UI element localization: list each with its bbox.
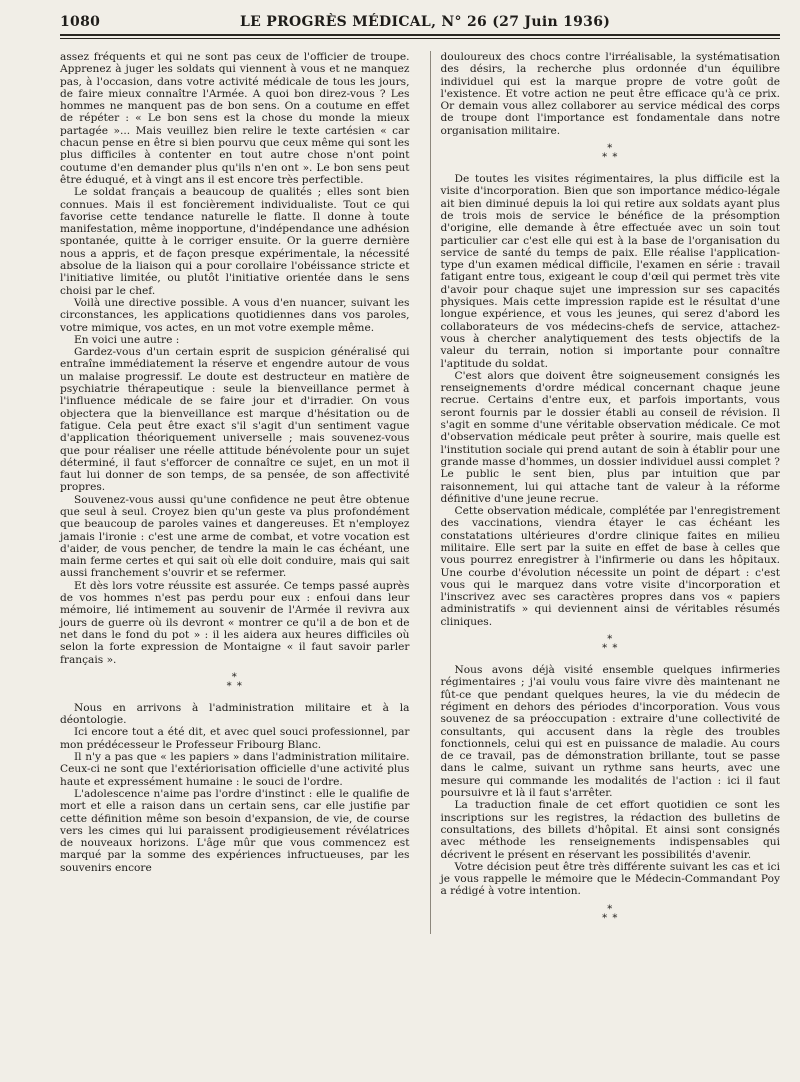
running-header xyxy=(60,14,780,30)
section-separator xyxy=(60,671,410,693)
paragraph: En voici une autre : xyxy=(74,333,180,346)
paragraph: De toutes les visites régimentaires, la plus difficile est la visite d'incorporation. Bien que son importance médico-légale ait bien diminué depuis la loi qui retire aux soldats ayant plus de trois mois de service le bénéfice de la présomption d'origine, elle demande à être effectuée avec un soin tout particulier car c'est elle qui est à la base de l'organisation du service de santé du temps de paix. Elle réalise l'application-type d'un examen médical difficile, l'examen en série : travail fatigant entre tous, exigeant le coup d'œil qui permet très vite d'avoir pour chaque sujet une impression sur ses capacités physiques. Mais cette impression rapide est le résultat d'une longue expérience, et vous les jeunes, qui serez d'abord les collaborateurs de vos médecins-chefs de service, attachez-vous à chercher analytiquement des tests objectifs de la valeur du terrain, notion si importante pour connaître l'aptitude du soldat. xyxy=(440,173,780,370)
left-column xyxy=(60,51,410,934)
section-separator xyxy=(441,634,781,655)
paragraph: Nous en arrivons à l'administration militaire et à la déontologie. xyxy=(60,701,410,727)
paragraph: C'est alors que doivent être soigneusement consignés les renseignements d'ordre médical concernant chaque jeune recrue. Certains d'entre eux, et parfois importants, vous seront fournis par le dossier établi au conseil de révision. Il s'agit en somme d'une véritable observation médicale. Ce mot d'observation médicale peut prêter à sourire, mais quelle est l'institution sociale qui prend autant de soin à établir pour une grande masse d'hommes, un dossier individuel aussi complet ? Le public le sent bien, plus par intuition que par raisonnement, lui qui attache tant de valeur à la réforme définitive d'une jeune recrue. xyxy=(440,369,780,505)
right-column xyxy=(430,51,781,934)
paragraph: Cette observation médicale, complétée par l'enregistrement des vaccinations, viendra étayer le cas échéant les constatations ultérieures d'ordre clinique faites en milieu militaire. Elle sert par la suite en effet de base à celles que vous pourrez enregistrer à l'infirmerie ou dans les hôpitaux. Une courbe d'évolution nécessite un point de départ : c'est vous qui le marquez dans votre visite d'incorporation et l'inscrivez avec ses caractères propres dans vos « papiers administratifs » qui deviennent ainsi de véritables résumés cliniques. xyxy=(440,505,780,628)
separator-top-star: * xyxy=(607,634,614,646)
paragraph: Votre décision peut être très différente suivant les cas et ici je vous rappelle le mémoire que le Médecin-Commandant Poy a rédigé à votre intention. xyxy=(440,860,780,898)
paragraph: Il n'y a pas que « les papiers » dans l'administration militaire. Ceux-ci ne sont que l'extériorisation officielle d'une activité plus haute et expressément humaine : le souci de l'ordre. xyxy=(60,751,410,788)
section-separator xyxy=(441,903,781,925)
header-rule-thin xyxy=(60,38,780,39)
separator-bottom-stars: * * xyxy=(602,912,619,924)
separator-bottom-stars: * * xyxy=(602,152,619,164)
paragraph: Gardez-vous d'un certain esprit de suspicion généralisé qui entraîne immédiatement la réserve et engendre autour de vous un malaise progressif. Le doute est destructeur en matière de psychiatrie thérapeutique : seule la bienveillance permet à l'influence médicale de se faire jour et d'irradier. On vous objectera que la bienveillance est marque d'hésitation ou de fatigue. Cela peut être exact s'il s'agit d'un sentiment vague d'application théoriquement universelle ; mais souvenez-vous que pour réaliser une réelle attitude bénévolente pour un sujet déterminé, il faut s'efforcer de connaître ce sujet, en un mot il faut lui donner de son temps, de sa pensée, de son affectivité propres. xyxy=(60,346,410,494)
paragraph: Souvenez-vous aussi qu'une confidence ne peut être obtenue que seul à seul. Croyez bien qu'un geste va plus profondément que beaucoup de paroles vaines et dangereuses. Et n'employez jamais l'ironie : c'est une arme de combat, et votre vocation est d'aider, de vous pencher, de tendre la main le cas échéant, une main ferme certes et qui sait où elle doit conduire, mais qui sait aussi franchement s'ouvrir et se refermer. xyxy=(60,493,410,580)
separator-top-star: * xyxy=(231,671,238,683)
header-rule xyxy=(60,34,780,36)
paragraph: Ici encore tout a été dit, et avec quel souci professionnel, par mon prédécesseur le Professeur Fribourg Blanc. xyxy=(60,726,410,751)
separator-top-star: * xyxy=(607,143,614,155)
separator-bottom-stars: * * xyxy=(226,680,243,692)
article-body xyxy=(60,51,780,934)
paragraph: La traduction finale de cet effort quotidien ce sont les inscriptions sur les registres, la rédaction des bulletins de consultations, des billets d'hôpital. Et ainsi sont consignés avec méthode les renseignements indispensables qui décrivent le présent en réservant les possibilités d'avenir. xyxy=(440,799,780,861)
paragraph: L'adolescence n'aime pas l'ordre d'instinct : elle le qualifie de mort et elle a raison dans un certain sens, car elle justifie par cette définition même son besoin d'expansion, de vie, de course vers les cimes qui lui paraissent prodigieusement révélatrices de nouveaux horizons. L'âge mûr que vous commencez est marqué par la somme des expériences infructueuses, par les souvenirs encore xyxy=(60,787,410,874)
separator-top-star: * xyxy=(607,903,614,915)
paragraph: douloureux des chocs contre l'irréalisable, la systématisation des désirs, la recherche plus ordonnée d'un équilibre individuel qui est la marque propre de votre goût de l'existence. Et votre action ne peut être efficace qu'à ce prix. Or demain vous allez collaborer au service médical des corps de troupe dont l'importance est fondamentale dans notre organisation militaire. xyxy=(440,51,780,137)
page-number: 1080 xyxy=(60,14,101,30)
section-separator xyxy=(441,143,781,164)
paragraph: assez fréquents et qui ne sont pas ceux de l'officier de troupe. Apprenez à juger les soldats qui viennent à vous et ne manquez pas, à l'occasion, dans votre activité médicale de tous les jours, de faire mieux connaître l'Armée. A quoi bon direz-vous ? Les hommes ne manquent pas de bon sens. On a coutume en effet de répéter : « Le bon sens est la chose du monde la mieux partagée »... Mais veuillez bien relire le texte cartésien « car chacun pense en être si bien pourvu que ceux même qui sont les plus difficiles à contenter en tout autre chose n'ont point coutume d'en demander plus qu'ils n'en ont ». Le bon sens peut être éduqué, et à vingt ans il est encore très perfectible. xyxy=(60,51,410,186)
journal-title: LE PROGRÈS MÉDICAL, N° 26 (27 Juin 1936) xyxy=(239,14,611,30)
paragraph: Nous avons déjà visité ensemble quelques infirmeries régimentaires ; j'ai voulu vous faire vivre dès maintenant ne fût-ce que pendant quelques heures, la vie du médecin de régiment en dehors des périodes d'incorporation. Vous vous souvenez de sa préoccupation : extraire d'une collectivité de consultants, qui accusent dans la règle des troubles fonctionnels, celui qui est en puissance de maladie. Au cours de ce travail, pas de démonstration brillante, tout se passe dans le calme, suivant un rythme sans heurts, avec une mesure qui commande les modalités de l'action : ici il faut poursuivre et là il faut s'arrêter. xyxy=(440,664,780,800)
separator-bottom-stars: * * xyxy=(602,643,619,655)
paragraph: Le soldat français a beaucoup de qualités ; elles sont bien connues. Mais il est foncièrement individualiste. Tout ce qui favorise cette tendance naturelle le flatte. Il donne à toute manifestation, même inopportune, d'indépendance une adhésion spontanée, quitte à le corriger ensuite. Or la guerre dernière nous a appris, et de façon presque expérimentale, la nécessité absolue de la liaison qui a pour corollaire l'obéissance stricte et l'initiative limitée, ou plutôt l'initiative orientée dans le sens choisi par le chef. xyxy=(60,186,410,297)
paragraph: Voilà une directive possible. A vous d'en nuancer, suivant les circonstances, les applications quotidiennes dans vos paroles, votre mimique, vos actes, en un mot votre exemple même. xyxy=(60,296,410,334)
paragraph: Et dès lors votre réussite est assurée. Ce temps passé auprès de vos hommes n'est pas perdu pour eux : enfoui dans leur mémoire, lié intimement au souvenir de l'Armée il revivra aux jours de guerre où ils devront « montrer ce qu'il a de bon et de net dans le fond du pot » : il les aidera aux heures difficiles où selon la forte expression de Montaigne « il faut savoir parler français ». xyxy=(60,579,410,666)
